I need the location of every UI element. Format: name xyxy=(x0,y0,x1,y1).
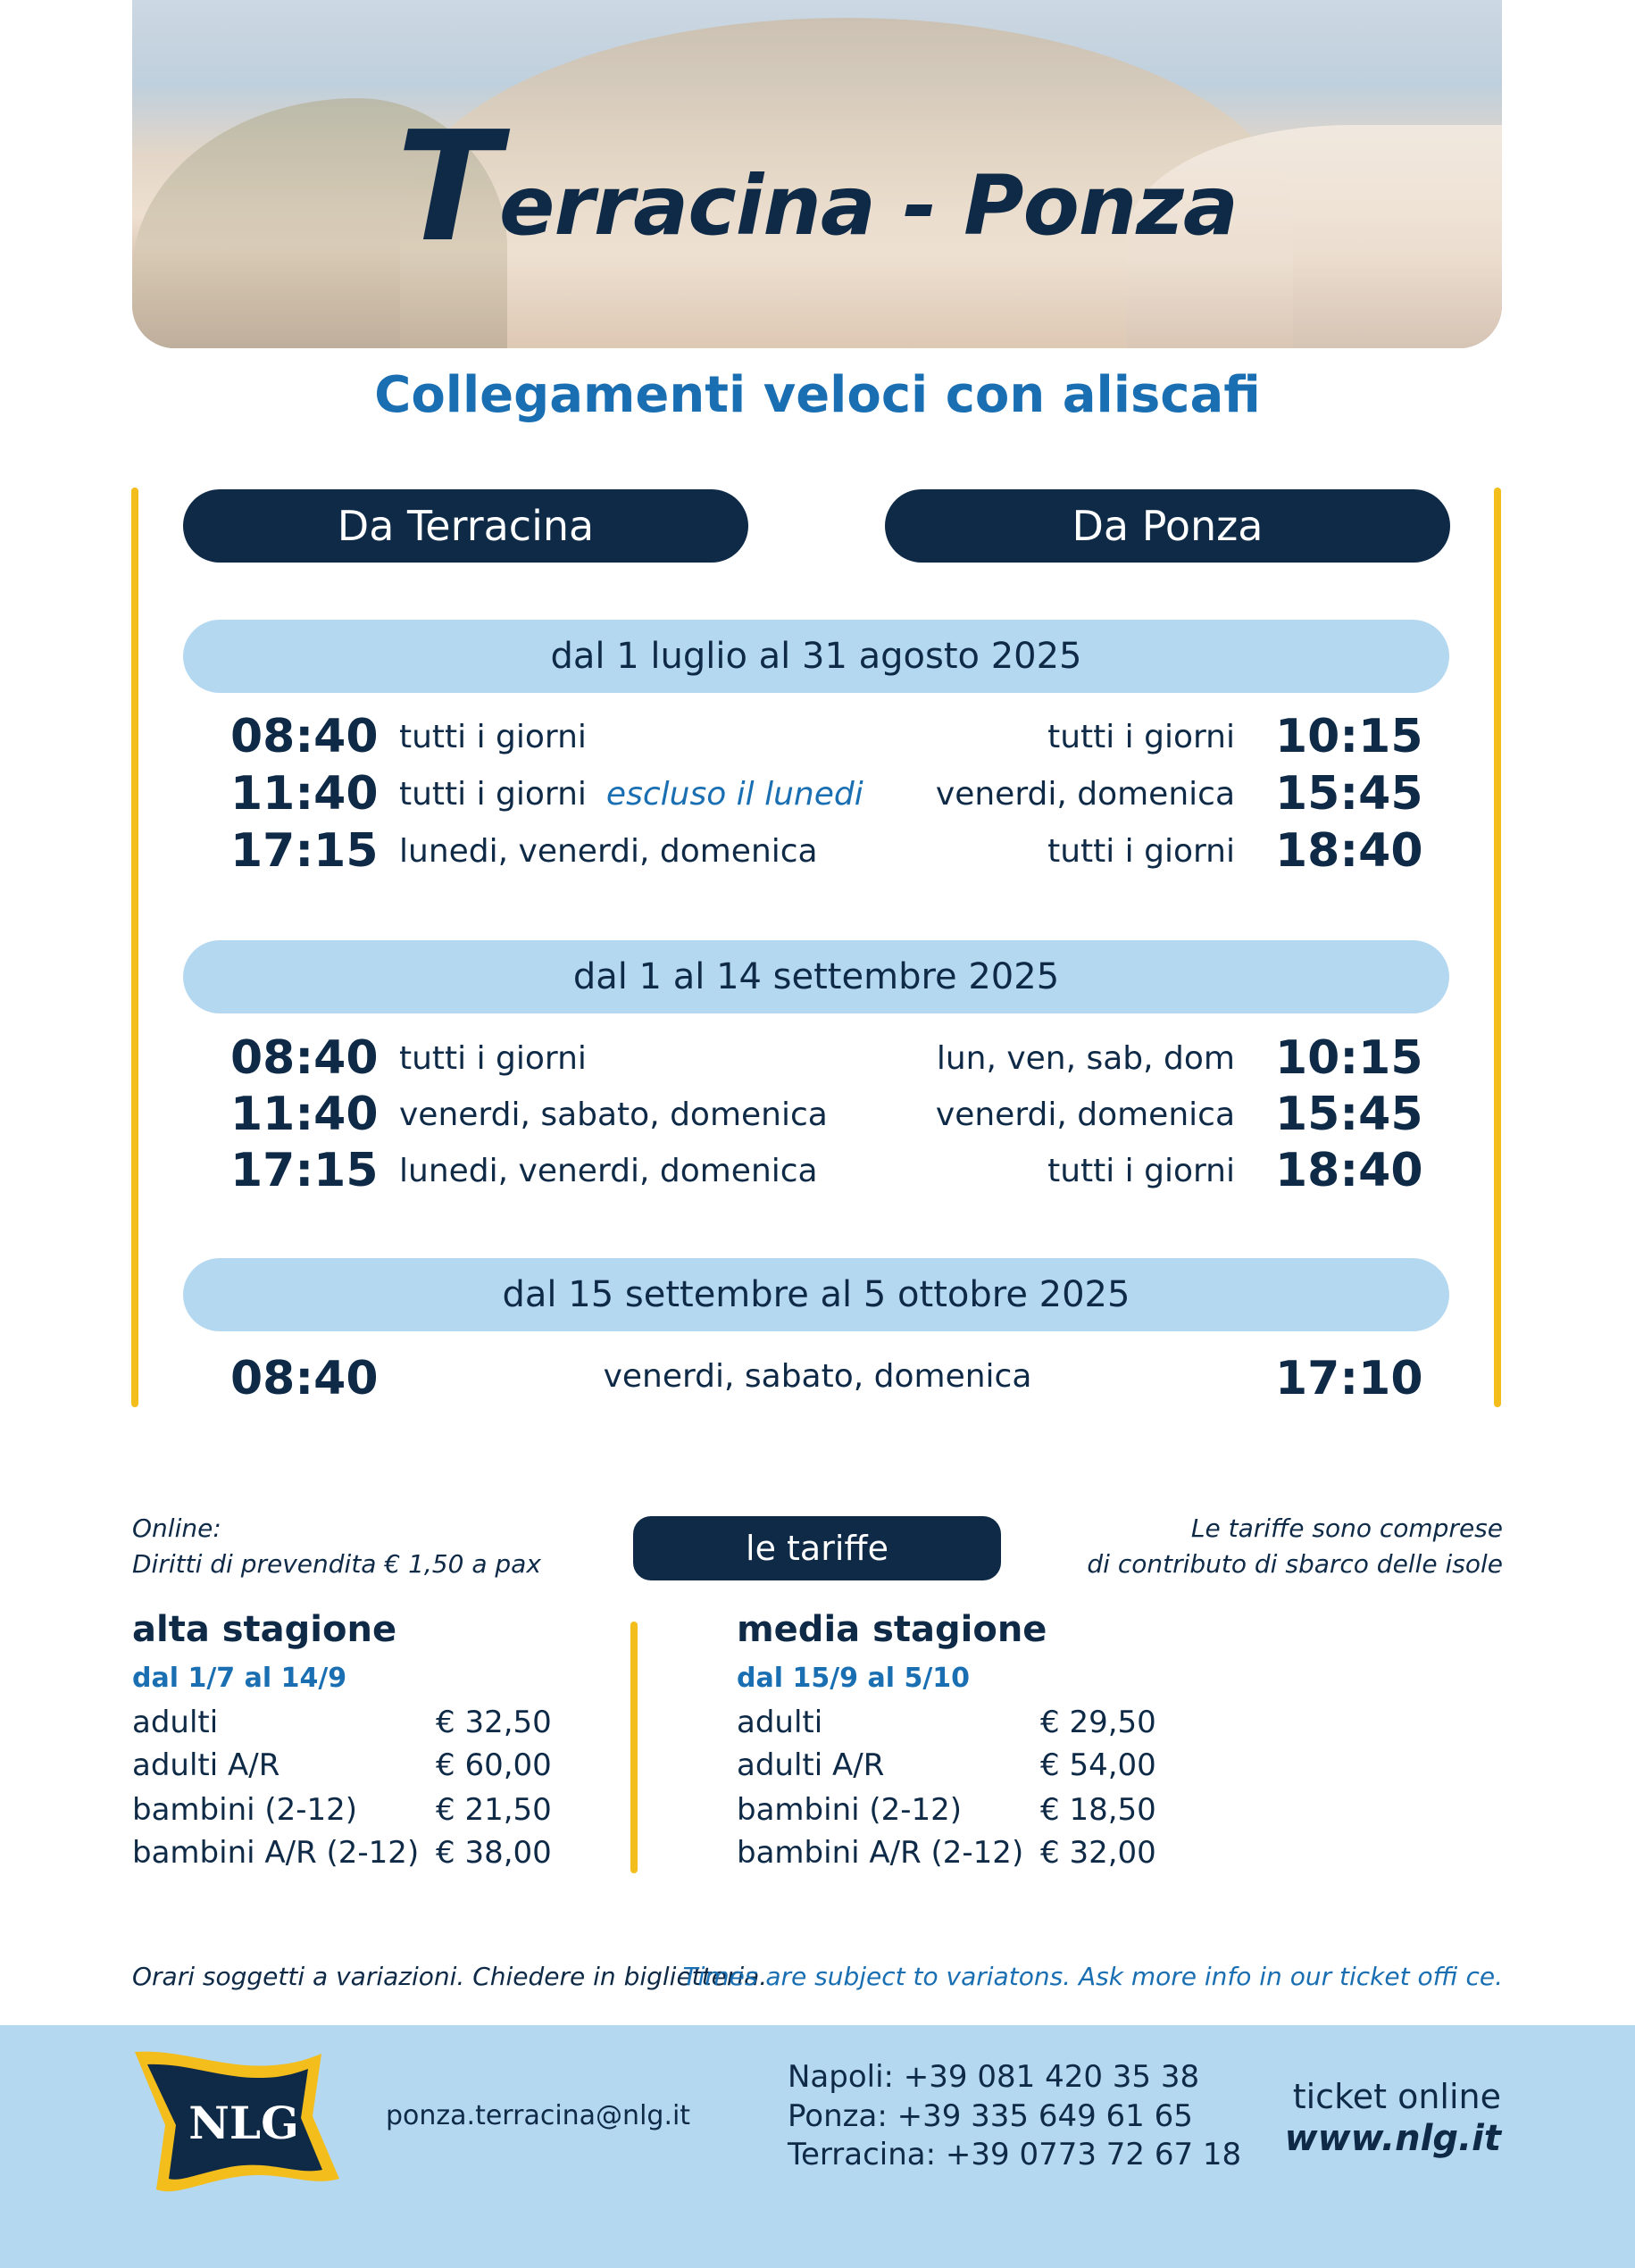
period-3-label: dal 15 settembre al 5 ottobre 2025 xyxy=(183,1258,1449,1331)
fare-label: bambini A/R (2-12) xyxy=(132,1835,420,1871)
period-2-label: dal 1 al 14 settembre 2025 xyxy=(183,940,1449,1013)
schedule-left-bar xyxy=(131,488,138,1407)
tariffs-inclusion-note xyxy=(1087,1511,1503,1582)
title-rest: erracina - Ponza xyxy=(499,158,1238,254)
fare-price: € 54,00 xyxy=(1040,1747,1156,1783)
direction-from-terracina: Da Terracina xyxy=(183,489,748,563)
fare-price: € 38,00 xyxy=(436,1835,552,1871)
header-photo xyxy=(132,0,1502,348)
fare-label: bambini A/R (2-12) xyxy=(737,1835,1024,1871)
fare-price: € 60,00 xyxy=(436,1747,552,1783)
return-days: venerdi, domenica xyxy=(935,776,1235,813)
return-time: 17:10 xyxy=(1275,1352,1423,1405)
disclaimer-english: Times are subject to variatons. Ask more info in our ticket offi ce. xyxy=(682,1962,1503,1991)
departure-days xyxy=(399,776,863,813)
fare-label: bambini (2-12) xyxy=(132,1792,358,1828)
ticket-online-label: ticket online xyxy=(1292,2077,1501,2116)
title-initial: T xyxy=(396,99,500,276)
direction-from-ponza: Da Ponza xyxy=(885,489,1450,563)
fare-label: adulti xyxy=(132,1705,219,1740)
return-time: 18:40 xyxy=(1275,1144,1423,1197)
departure-time: 08:40 xyxy=(230,1031,379,1085)
logo-text: NLG xyxy=(188,2097,299,2149)
return-days: tutti i giorni xyxy=(1047,833,1235,870)
return-days: venerdi, domenica xyxy=(935,1096,1235,1133)
high-season-range: dal 1/7 al 14/9 xyxy=(132,1663,347,1694)
departure-time: 08:40 xyxy=(230,1352,379,1405)
departure-days: tutti i giorni xyxy=(399,1040,587,1077)
departure-time: 17:15 xyxy=(230,1144,379,1197)
subtitle: Collegamenti veloci con aliscafi xyxy=(374,366,1261,424)
departure-days-text: tutti i giorni xyxy=(399,776,587,813)
return-time: 10:15 xyxy=(1275,710,1423,763)
service-days: venerdi, sabato, domenica xyxy=(603,1358,1032,1395)
schedule-right-bar xyxy=(1494,488,1501,1407)
phone-ponza[interactable]: Ponza: +39 335 649 61 65 xyxy=(788,2098,1193,2134)
return-days: tutti i giorni xyxy=(1047,1153,1235,1189)
departure-days: lunedi, venerdi, domenica xyxy=(399,833,818,870)
fare-price: € 29,50 xyxy=(1040,1705,1156,1740)
fare-label: adulti A/R xyxy=(132,1747,280,1783)
fare-price: € 18,50 xyxy=(1040,1792,1156,1828)
high-season-title: alta stagione xyxy=(132,1609,397,1650)
tariffs-divider xyxy=(630,1622,638,1873)
departure-time: 08:40 xyxy=(230,710,379,763)
contact-email[interactable]: ponza.terracina@nlg.it xyxy=(386,2100,691,2131)
departure-time: 17:15 xyxy=(230,824,379,878)
online-fee-note xyxy=(132,1511,541,1582)
return-time: 10:15 xyxy=(1275,1031,1423,1085)
period-1-label: dal 1 luglio al 31 agosto 2025 xyxy=(183,620,1449,693)
return-time: 15:45 xyxy=(1275,767,1423,821)
return-days: tutti i giorni xyxy=(1047,719,1235,755)
return-days: lun, ven, sab, dom xyxy=(936,1040,1235,1077)
departure-exception-note: escluso il lunedi xyxy=(605,776,863,813)
disclaimer-italian: Orari soggetti a variazioni. Chiedere in biglietteria. xyxy=(132,1962,768,1991)
mid-season-range: dal 15/9 al 5/10 xyxy=(737,1663,971,1694)
return-time: 15:45 xyxy=(1275,1088,1423,1141)
fare-label: adulti xyxy=(737,1705,823,1740)
online-fee-text: Diritti di prevendita € 1,50 a pax xyxy=(132,1549,541,1579)
fare-price: € 32,00 xyxy=(1040,1835,1156,1871)
fare-price: € 32,50 xyxy=(436,1705,552,1740)
departure-time: 11:40 xyxy=(230,767,379,821)
tariffs-title: le tariffe xyxy=(633,1516,1001,1580)
departure-days: lunedi, venerdi, domenica xyxy=(399,1153,818,1189)
mid-season-title: media stagione xyxy=(737,1609,1047,1650)
departure-days: venerdi, sabato, domenica xyxy=(399,1096,828,1133)
return-time: 18:40 xyxy=(1275,824,1423,878)
tariffs-note-line2: di contributo di sbarco delle isole xyxy=(1087,1549,1503,1579)
nlg-flag-logo xyxy=(129,2045,344,2197)
page-title xyxy=(132,99,1502,276)
fare-label: adulti A/R xyxy=(737,1747,885,1783)
online-label: Online: xyxy=(132,1513,221,1543)
departure-days: tutti i giorni xyxy=(399,719,587,755)
departure-time: 11:40 xyxy=(230,1088,379,1141)
phone-napoli[interactable]: Napoli: +39 081 420 35 38 xyxy=(788,2059,1200,2095)
phone-terracina[interactable]: Terracina: +39 0773 72 67 18 xyxy=(788,2137,1242,2172)
fare-label: bambini (2-12) xyxy=(737,1792,963,1828)
website-link[interactable]: www.nlg.it xyxy=(1284,2118,1501,2159)
tariffs-note-line1: Le tariffe sono comprese xyxy=(1190,1513,1503,1543)
fare-price: € 21,50 xyxy=(436,1792,552,1828)
